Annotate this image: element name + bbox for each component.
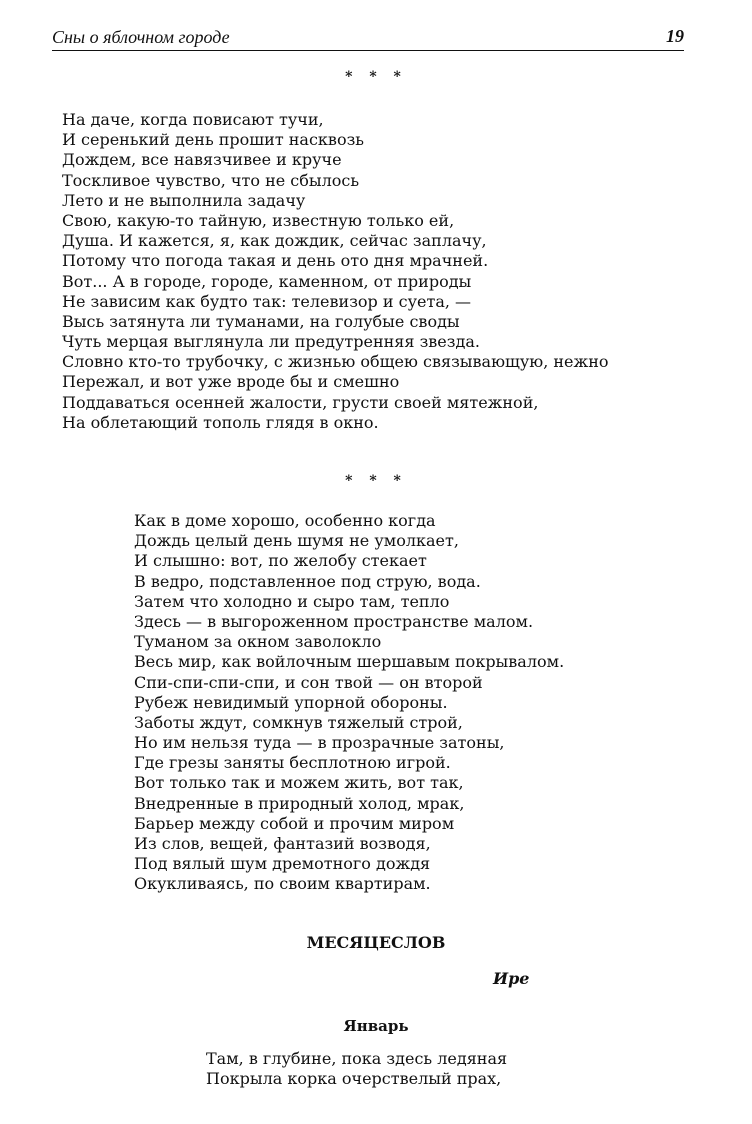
poem-line: Там, в глубине, пока здесь ледяная	[206, 1049, 508, 1068]
poem-line: Высь затянута ли туманами, на голубые своды	[62, 311, 460, 331]
poem-line: Чуть мерцая выглянула ли предутренняя звезда.	[62, 332, 480, 352]
poem-line: Заботы ждут, сомкнув тяжелый строй,	[134, 712, 463, 732]
poem-line: Внедренные в природный холод, мрак,	[134, 793, 465, 813]
poem-line: Покрыла корка очерствелый прах,	[206, 1069, 502, 1089]
poem-1	[62, 110, 609, 433]
poem-line: Затем что холодно и сыро там, тепло	[134, 591, 450, 611]
dedication: Ире	[493, 969, 530, 988]
running-title: Сны о яблочном городе	[52, 27, 230, 47]
poem-line: Барьер между собой и прочим миром	[134, 813, 455, 833]
poem-line: Вот... А в городе, городе, каменном, от природы	[62, 271, 472, 291]
poem-line: На облетающий тополь глядя в окно.	[62, 412, 379, 432]
stanza-separator-1: * * *	[345, 69, 407, 85]
poem-line: Душа. И кажется, я, как дождик, сейчас заплачу,	[62, 231, 487, 251]
poem-line: Спи-спи-спи-спи, и сон твой — он второй	[134, 672, 483, 692]
poem-line: Лето и не выполнила задачу	[62, 190, 306, 210]
poem-line: Из слов, вещей, фантазий возводя,	[134, 834, 431, 853]
month-title: Январь	[343, 1017, 409, 1035]
poem-line: Окукливаясь, по своим квартирам.	[134, 874, 431, 894]
poem-line: Дождь целый день шумя не умолкает,	[134, 531, 459, 551]
poem-line: Пережал, и вот уже вроде бы и смешно	[62, 372, 400, 392]
poem-line: Свою, какую-то тайную, известную только ей,	[62, 210, 455, 230]
poem-line: Не зависим как будто так: телевизор и суета, —	[62, 291, 472, 311]
poem-line: Рубеж невидимый упорной обороны.	[134, 692, 448, 712]
page-number: 19	[666, 26, 684, 46]
poem-2	[134, 511, 564, 895]
poem-line: Потому что погода такая и день ото дня мрачней.	[62, 251, 489, 271]
poem-line: Вот только так и можем жить, вот так,	[134, 773, 464, 793]
poem-line: Словно кто-то трубочку, с жизнью общею связывающую, нежно	[62, 352, 609, 372]
running-header	[52, 26, 684, 51]
poem-3	[206, 1049, 507, 1089]
poem-line: И слышно: вот, по желобу стекает	[134, 551, 427, 571]
poem-line: Где грезы заняты бесплотною игрой.	[134, 753, 451, 773]
poem-line: Здесь — в выгороженном пространстве малом.	[134, 611, 534, 631]
poem-line: Как в доме хорошо, особенно когда	[134, 511, 436, 530]
poem-line: В ведро, подставленное под струю, вода.	[134, 571, 481, 591]
poem-line: И серенький день прошит насквозь	[62, 130, 365, 150]
poem-line: Поддаваться осенней жалости, грусти своей мятежной,	[62, 392, 539, 412]
poem-line: Под вялый шум дремотного дождя	[134, 854, 431, 874]
poem-line: Дождем, все навязчивее и круче	[62, 150, 342, 170]
poem-line: Тоскливое чувство, что не сбылось	[62, 170, 360, 190]
poem-line: На даче, когда повисают тучи,	[62, 110, 324, 129]
poem-line: Туманом за окном заволокло	[134, 632, 382, 652]
poem-line: Но им нельзя туда — в прозрачные затоны,	[134, 733, 505, 753]
stanza-separator-2: * * *	[345, 473, 407, 489]
poem-line: Весь мир, как войлочным шершавым покрывалом.	[134, 652, 565, 672]
section-title: МЕСЯЦЕСЛОВ	[306, 933, 446, 952]
